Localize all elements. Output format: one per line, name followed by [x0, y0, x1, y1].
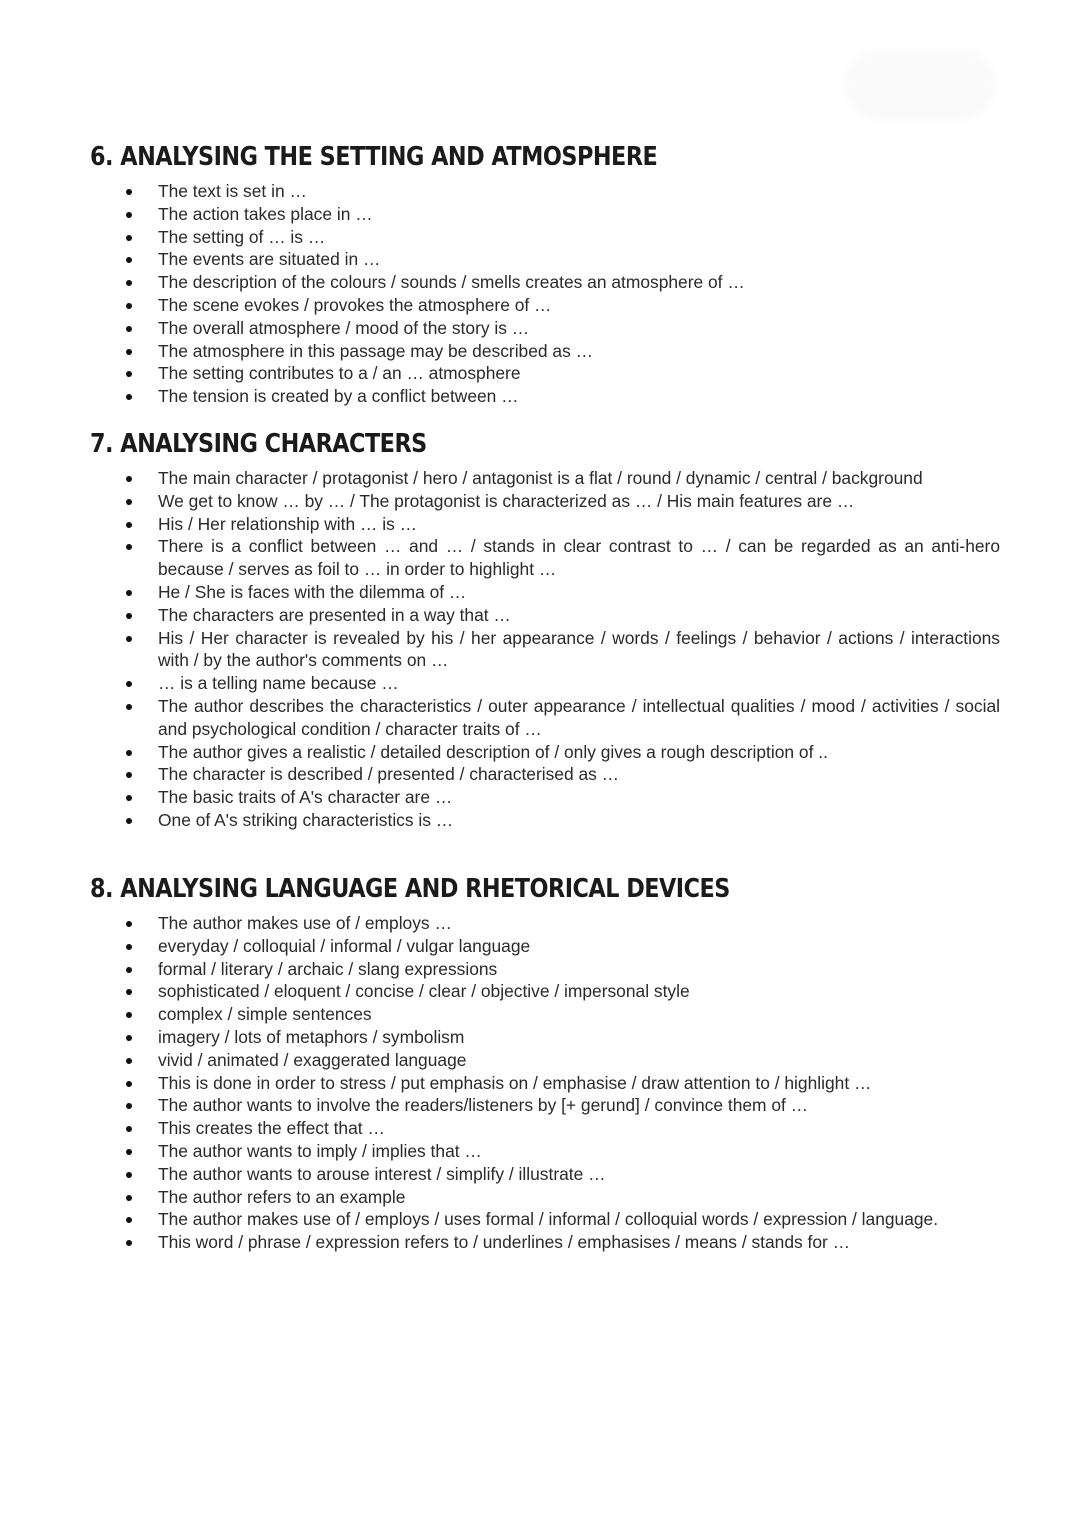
list-item: The author describes the characteristics / outer appearance / intellectual qualities / mood / activities / social and psychological condition / character traits of …: [90, 695, 1000, 741]
list-item: The setting contributes to a / an … atmosphere: [90, 362, 1000, 385]
list-item: The atmosphere in this passage may be described as …: [90, 340, 1000, 363]
list-item: The tension is created by a conflict between …: [90, 385, 1000, 408]
section-characters: [90, 425, 1000, 832]
list-item: The text is set in …: [90, 180, 1000, 203]
list-item: The main character / protagonist / hero / antagonist is a flat / round / dynamic / central / background: [90, 467, 1000, 490]
list-item: The author wants to imply / implies that …: [90, 1140, 1000, 1163]
list-item: The character is described / presented / characterised as …: [90, 763, 1000, 786]
list-item: The basic traits of A's character are …: [90, 786, 1000, 809]
list-item: He / She is faces with the dilemma of …: [90, 581, 1000, 604]
list-item: The action takes place in …: [90, 203, 1000, 226]
list-item: The author refers to an example: [90, 1186, 1000, 1209]
list-item: One of A's striking characteristics is …: [90, 809, 1000, 832]
bullet-list: [90, 180, 1000, 408]
list-item: The scene evokes / provokes the atmosphere of …: [90, 294, 1000, 317]
list-item: complex / simple sentences: [90, 1003, 1000, 1026]
list-item: His / Her relationship with … is …: [90, 513, 1000, 536]
list-item: The author wants to arouse interest / simplify / illustrate …: [90, 1163, 1000, 1186]
section-heading: 8. ANALYSING LANGUAGE AND RHETORICAL DEVICES: [90, 874, 730, 904]
list-item: The author gives a realistic / detailed description of / only gives a rough description of ..: [90, 741, 1000, 764]
list-item: The author makes use of / employs …: [90, 912, 1000, 935]
section-heading: 7. ANALYSING CHARACTERS: [90, 429, 427, 459]
list-item: This is done in order to stress / put emphasis on / emphasise / draw attention to / highlight …: [90, 1072, 1000, 1095]
list-item: formal / literary / archaic / slang expressions: [90, 958, 1000, 981]
list-item: This creates the effect that …: [90, 1117, 1000, 1140]
list-item: The author wants to involve the readers/listeners by [+ gerund] / convince them of …: [90, 1094, 1000, 1117]
list-item: vivid / animated / exaggerated language: [90, 1049, 1000, 1072]
list-item: … is a telling name because …: [90, 672, 1000, 695]
section-setting-atmosphere: [90, 138, 1000, 408]
section-language-rhetorical-devices: [90, 870, 1000, 1254]
list-item: We get to know … by … / The protagonist is characterized as … / His main features are …: [90, 490, 1000, 513]
list-item: The setting of … is …: [90, 226, 1000, 249]
list-item: The events are situated in …: [90, 248, 1000, 271]
list-item: sophisticated / eloquent / concise / clear / objective / impersonal style: [90, 980, 1000, 1003]
list-item: This word / phrase / expression refers to / underlines / emphasises / means / stands for …: [90, 1231, 1000, 1254]
list-item: imagery / lots of metaphors / symbolism: [90, 1026, 1000, 1049]
list-item: His / Her character is revealed by his / her appearance / words / feelings / behavior / actions / interactions with / by the author's comments on …: [90, 627, 1000, 673]
list-item: The characters are presented in a way that …: [90, 604, 1000, 627]
list-item: The author makes use of / employs / uses formal / informal / colloquial words / expression / language.: [90, 1208, 1000, 1231]
bullet-list: [90, 912, 1000, 1254]
list-item: The description of the colours / sounds / smells creates an atmosphere of …: [90, 271, 1000, 294]
list-item: The overall atmosphere / mood of the story is …: [90, 317, 1000, 340]
bullet-list: [90, 467, 1000, 832]
scan-smudge: [845, 50, 995, 120]
list-item: There is a conflict between … and … / stands in clear contrast to … / can be regarded as an anti-hero because / serves as foil to … in order to highlight …: [90, 535, 1000, 581]
list-item: everyday / colloquial / informal / vulgar language: [90, 935, 1000, 958]
section-heading: 6. ANALYSING THE SETTING AND ATMOSPHERE: [90, 142, 658, 172]
